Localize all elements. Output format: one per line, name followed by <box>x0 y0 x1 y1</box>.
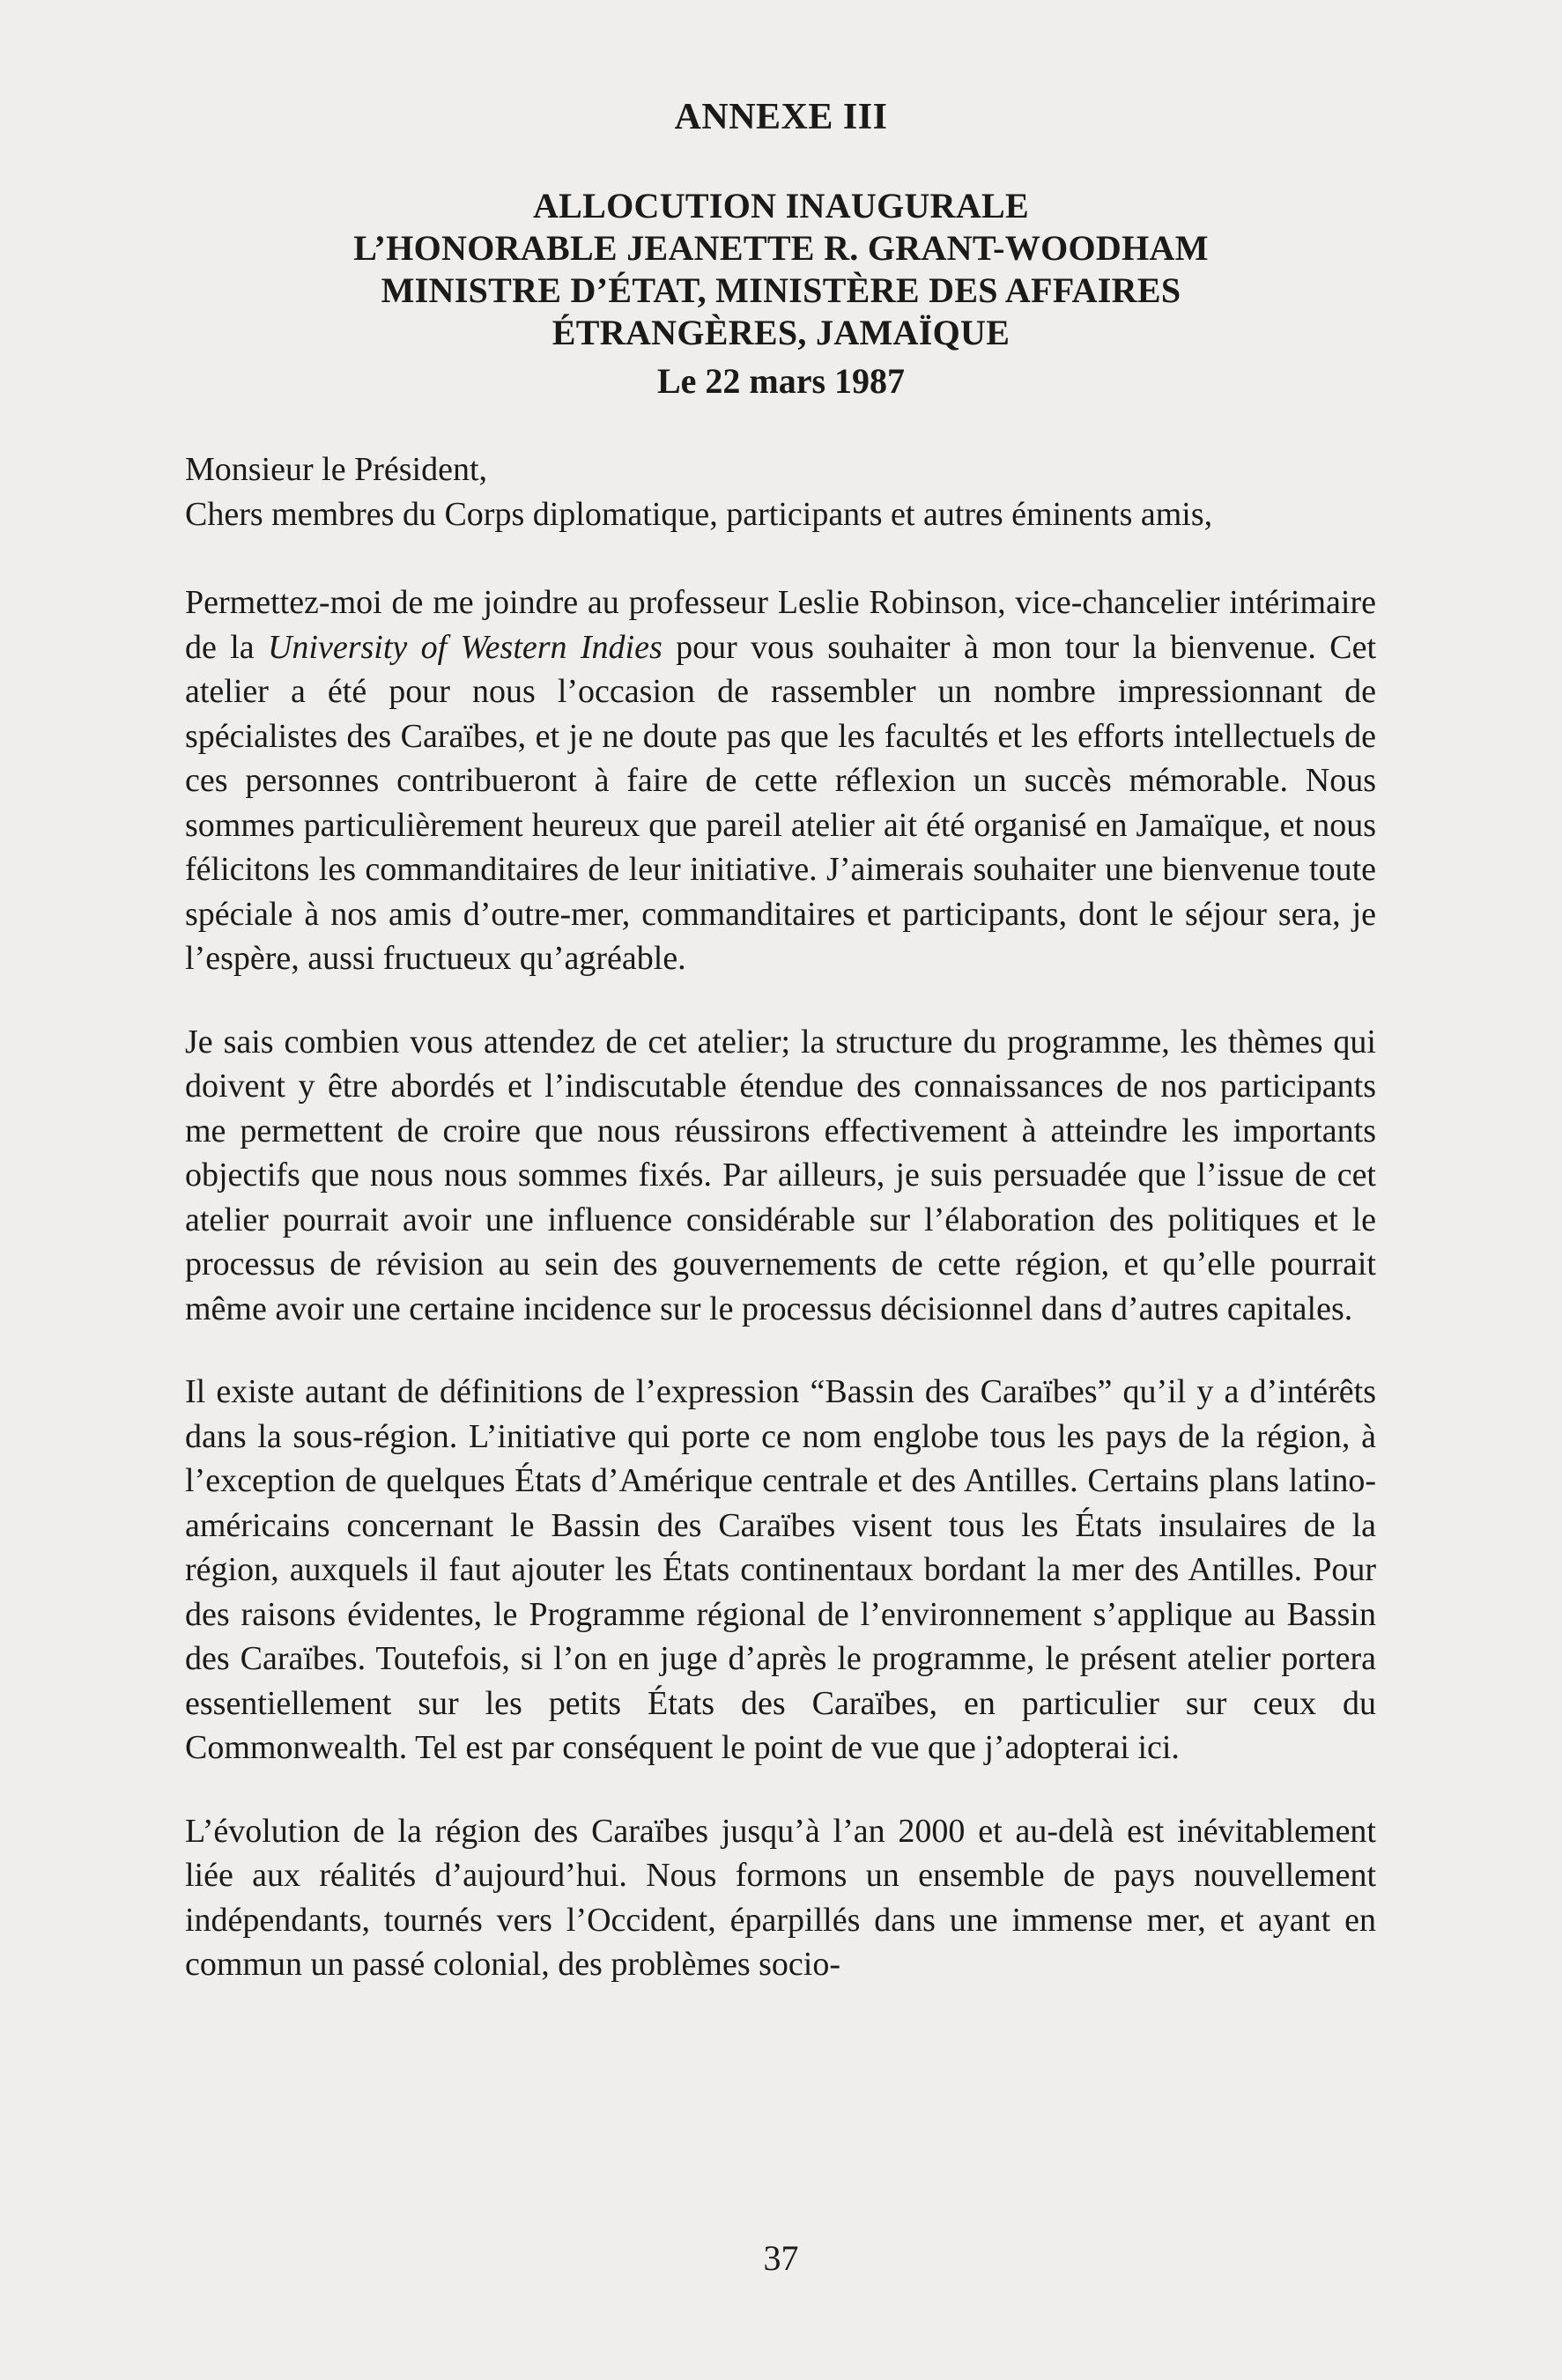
annex-title: ANNEXE III <box>674 97 888 137</box>
title-line-2: L’HONORABLE JEANETTE R. GRANT-WOODHAM <box>353 228 1209 268</box>
heading-block <box>0 95 1562 403</box>
title-line-4: ÉTRANGÈRES, JAMAÏQUE <box>552 313 1010 352</box>
title-line-1: ALLOCUTION INAUGURALE <box>532 186 1030 225</box>
spacer <box>185 1331 1376 1370</box>
salutation-line-2: Chers membres du Corps diplomatique, participants et autres éminents amis, <box>185 495 1213 533</box>
paragraph-1 <box>185 580 1376 981</box>
paragraph-2: Je sais combien vous attendez de cet atelier; la structure du programme, les thèmes qui doivent y être abordés et l’indiscutable étendue des connaissances de nos participants me permettent de croire que nous réussirons effectivement à atteindre les importants objectifs que nous nous sommes fixés. Par ailleurs, je suis persuadée que l’issue de cet atelier pourrait avoir une influence considérable sur l’élaboration des politiques et le processus de révision au sein des gouvernements de cette région, et qu’elle pourrait même avoir une certaine incidence sur le processus décisionnel dans d’autres capitales. <box>185 1023 1376 1327</box>
paragraph-3: Il existe autant de définitions de l’expression “Bassin des Caraïbes” qu’il y a d’intérêts dans la sous-région. L’initiative qui porte ce nom englobe tous les pays de la région, à l’exception de quelques États d’Amérique centrale et des Antilles. Certains plans latino-américains concernant le Bassin des Caraïbes visent tous les États insulaires de la région, auxquels il faut ajouter les États continentaux bordant la mer des Antilles. Pour des raisons évidentes, le Programme régional de l’environnement s’applique au Bassin des Caraïbes. Toutefois, si l’on en juge d’après le programme, le présent atelier portera essentiellement sur les petits États des Caraïbes, en particulier sur ceux du Commonwealth. Tel est par conséquent le point de vue que j’adopterai ici. <box>185 1373 1376 1766</box>
body-text <box>185 447 1376 1987</box>
spacer <box>185 536 1376 580</box>
paragraph-4: L’évolution de la région des Caraïbes jusqu’à l’an 2000 et au-delà est inévitablement liée aux réalités d’aujourd’hui. Nous formons un ensemble de pays nouvellement indépendants, tournés vers l’Occident, éparpillés dans une immense mer, et ayant en commun un passé colonial, des problèmes socio- <box>185 1812 1376 1983</box>
spacer <box>185 981 1376 1020</box>
paragraph-1-end: pour vous souhaiter à mon tour la bienvenue. Cet atelier a été pour nous l’occasion de rassembler un nombre impressionnant de spécialistes des Caraïbes, et je ne doute pas que les facultés et les efforts intellectuels de ces personnes contribueront à faire de cette réflexion un succès mémorable. Nous sommes particulièrement heureux que pareil atelier ait été organisé en Jamaïque, et nous félicitons les commanditaires de leur initiative. J’aimerais souhaiter une bienvenue toute spéciale à nos amis d’outre-mer, commanditaires et participants, dont le séjour sera, je l’espère, aussi fructueux qu’agréable. <box>185 628 1376 977</box>
title-line-3: MINISTRE D’ÉTAT, MINISTÈRE DES AFFAIRES <box>381 270 1181 310</box>
university-name: University of Western Indies <box>267 628 663 666</box>
spacer <box>185 1770 1376 1809</box>
speech-date: Le 22 mars 1987 <box>656 361 906 401</box>
paragraph-1-start: Permettez-moi de me joindre au professeur Leslie Robinson, vice-chancelier intérimaire de la <box>185 584 1376 666</box>
page-number: 37 <box>763 2238 799 2278</box>
salutation-line-1: Monsieur le Président, <box>185 451 488 488</box>
